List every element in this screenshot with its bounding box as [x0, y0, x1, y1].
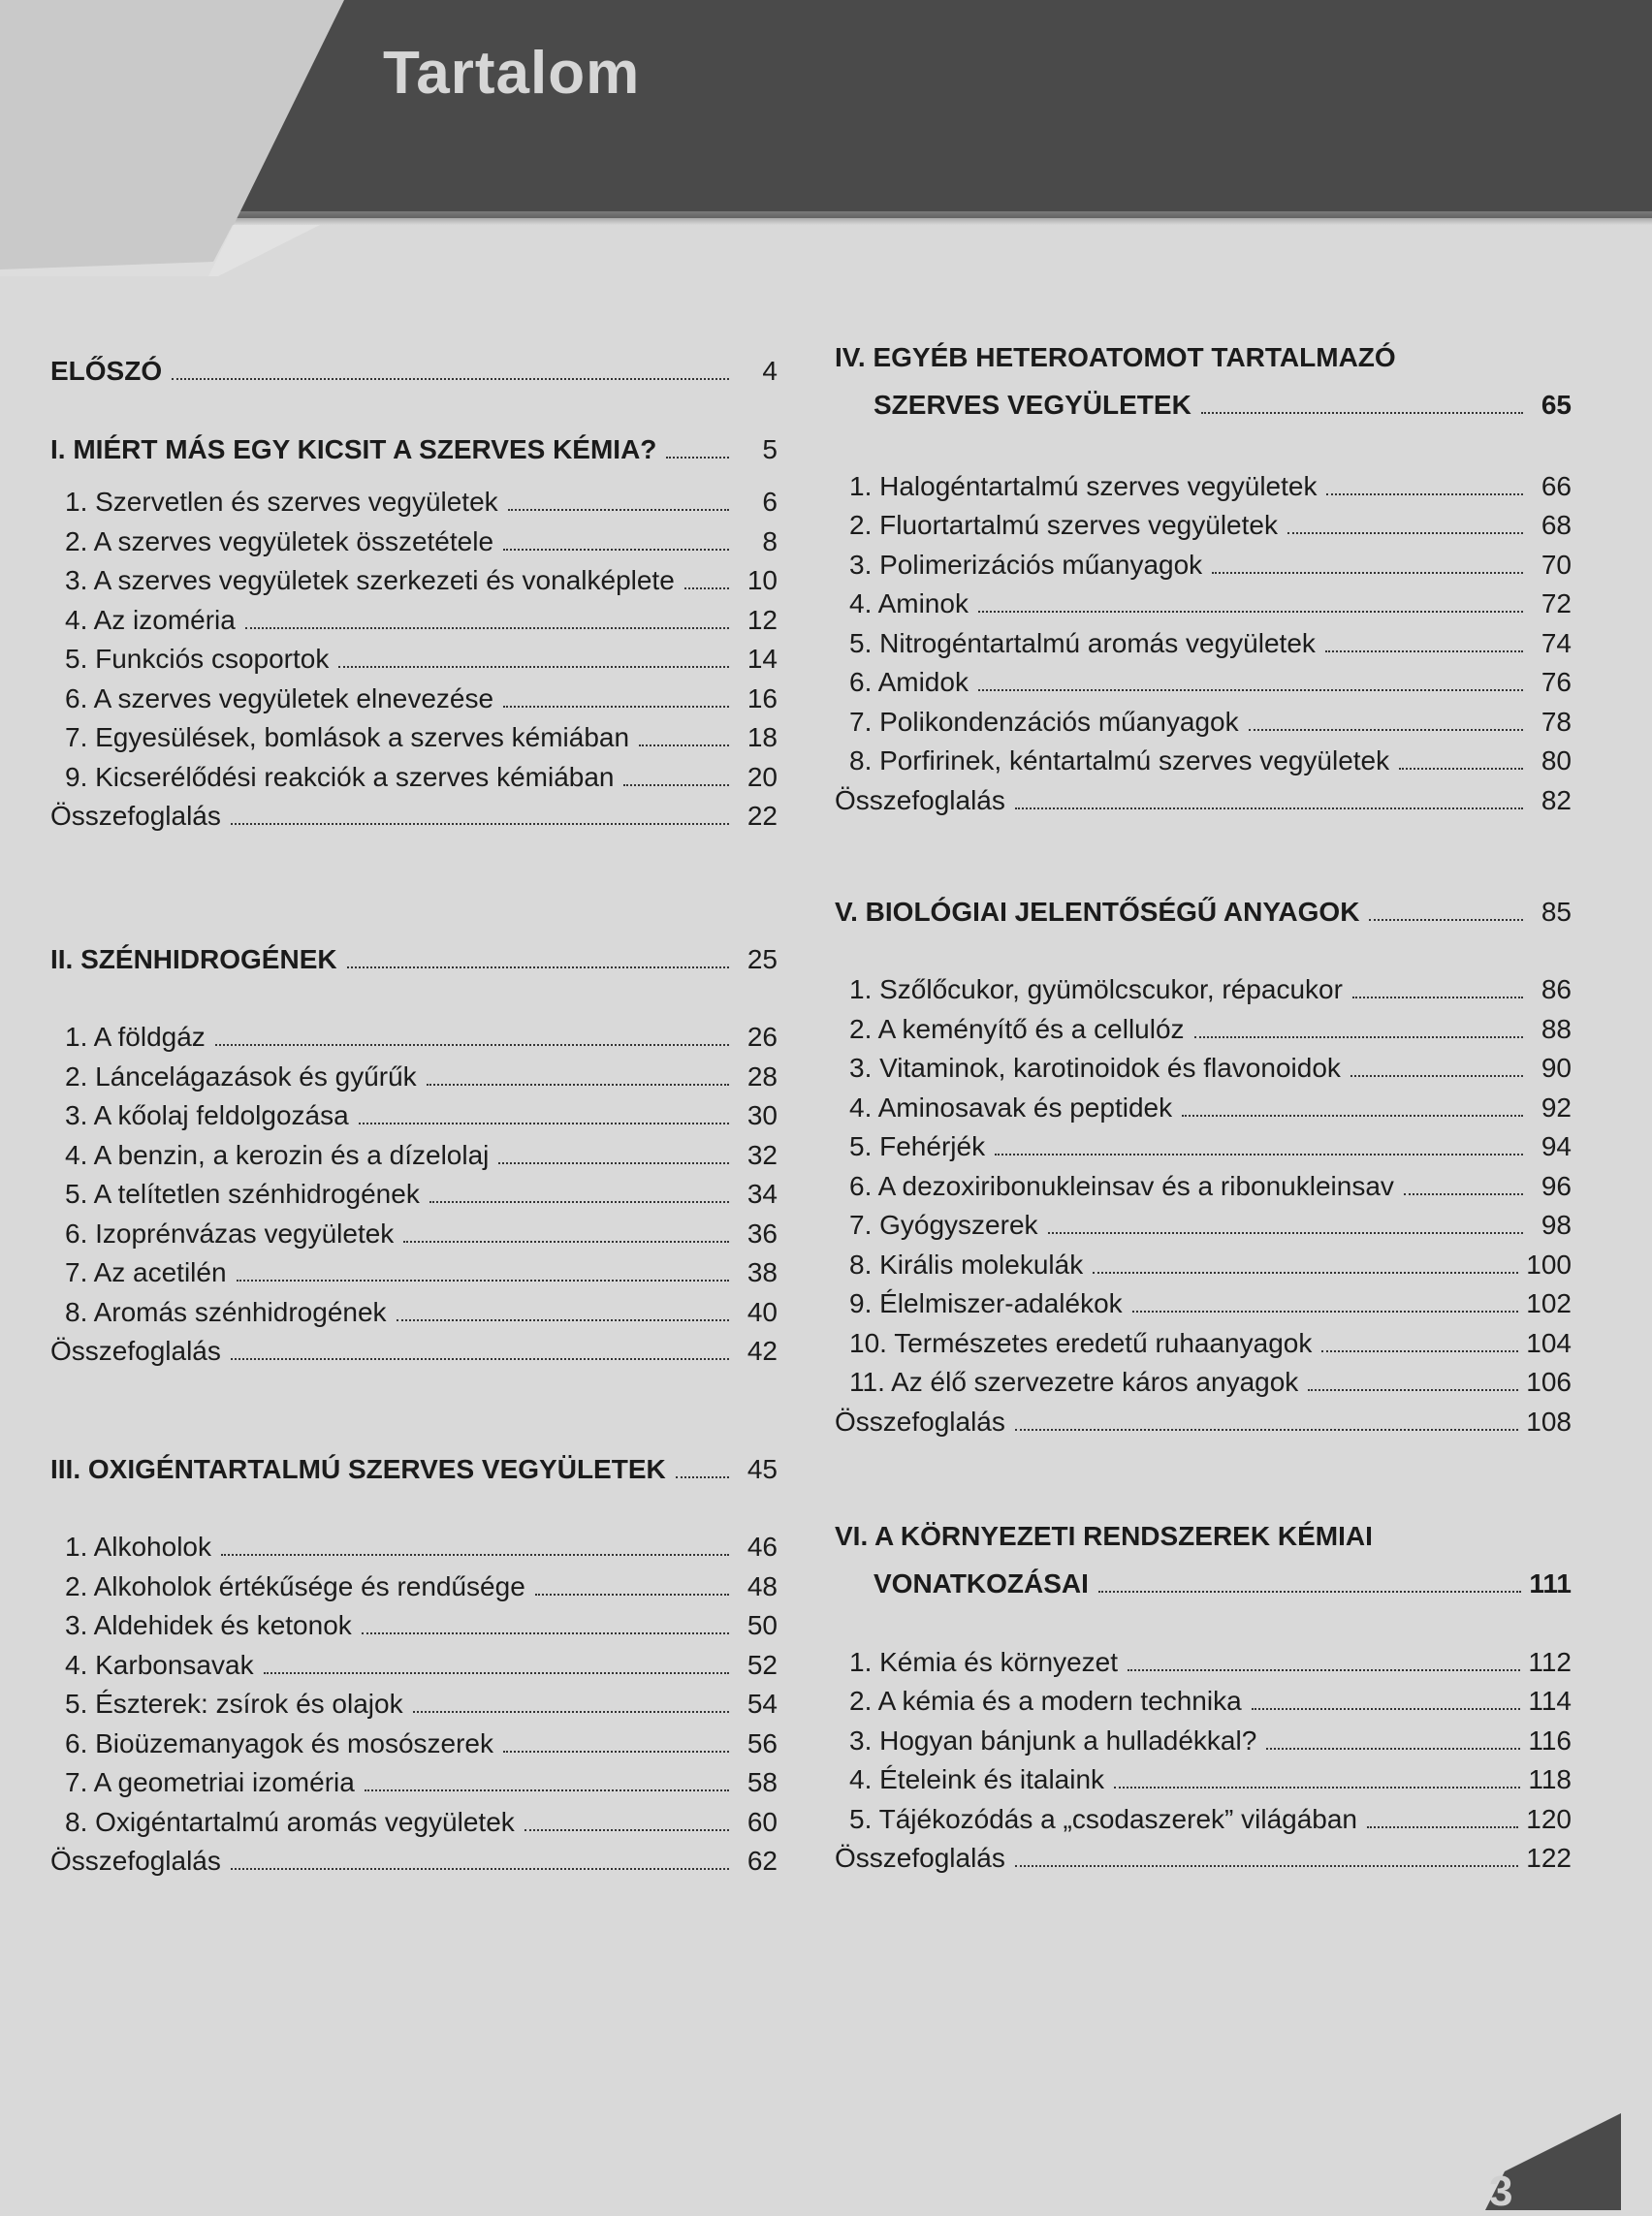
leader-dots [245, 627, 729, 629]
entry-label: 4. Ételeink és italaink [849, 1764, 1105, 1794]
leader-dots [1128, 1669, 1520, 1671]
toc-summary[interactable] [50, 1838, 778, 1878]
entry-label: 7. Gyógyszerek [849, 1210, 1038, 1240]
leader-dots [1114, 1787, 1520, 1789]
toc-section-1 [50, 426, 778, 832]
summary-page: 22 [747, 801, 778, 831]
section-page: 85 [1541, 896, 1572, 927]
toc-summary[interactable] [835, 1835, 1572, 1875]
leader-dots [1404, 1193, 1523, 1195]
entry-label: 1. Halogéntartalmú szerves vegyületek [849, 470, 1318, 501]
entry-page: 56 [747, 1727, 778, 1758]
section-label-line1: VI. A KÖRNYEZETI RENDSZEREK KÉMIAI [835, 1521, 1373, 1551]
entry-page: 114 [1528, 1686, 1572, 1716]
entry-page: 80 [1541, 745, 1572, 776]
leader-dots [508, 509, 729, 511]
summary-label: Összefoglalás [835, 1406, 1005, 1437]
entry-page: 26 [747, 1022, 778, 1052]
summary-label: Összefoglalás [50, 1336, 221, 1366]
entry-label: 6. A szerves vegyületek elnevezése [65, 682, 494, 713]
summary-page: 108 [1526, 1406, 1572, 1437]
entry-label: 1. Kémia és környezet [849, 1646, 1119, 1677]
leader-dots [676, 1476, 729, 1478]
entry-label: 7. Az acetilén [65, 1257, 227, 1287]
entry-page: 36 [747, 1218, 778, 1249]
toc-summary[interactable] [50, 1328, 778, 1368]
entry-page: 68 [1541, 510, 1572, 540]
entry-page: 14 [747, 644, 778, 674]
entry-page: 116 [1528, 1725, 1572, 1756]
toc-section-6-items [835, 1638, 1572, 1874]
toc-entry[interactable] [835, 1319, 1572, 1359]
toc-entry[interactable] [50, 479, 778, 519]
leader-dots [1308, 1389, 1518, 1391]
entry-label: 3. Polimerizációs műanyagok [849, 549, 1203, 580]
entry-label: 2. Láncelágazások és gyűrűk [65, 1061, 417, 1092]
toc-entry[interactable] [50, 1798, 778, 1838]
entry-label: 2. A keményítő és a cellulóz [849, 1013, 1185, 1044]
section-page: 5 [762, 433, 778, 464]
entry-label: 4. Aminok [849, 588, 969, 618]
entry-label: 3. Aldehidek és ketonok [65, 1610, 352, 1640]
toc-entry[interactable] [835, 659, 1572, 699]
entry-label: 3. Vitaminok, karotinoidok és flavonoidok [849, 1053, 1341, 1083]
summary-page: 122 [1526, 1843, 1572, 1873]
entry-label: 7. A geometriai izoméria [65, 1767, 355, 1797]
toc-entry[interactable] [50, 714, 778, 754]
entry-label: 2. A szerves vegyületek összetétele [65, 525, 494, 556]
leader-dots [237, 1280, 729, 1282]
entry-label: 6. Amidok [849, 667, 969, 697]
leader-dots [1194, 1036, 1523, 1038]
leader-dots [365, 1789, 729, 1791]
leader-dots [397, 1319, 729, 1321]
leader-dots [503, 549, 729, 551]
leader-dots [1048, 1232, 1523, 1234]
entry-page: 20 [747, 761, 778, 792]
summary-label: Összefoglalás [835, 784, 1005, 815]
leader-dots [231, 1868, 729, 1870]
toc-section-items [835, 1638, 1572, 1835]
entry-page: 50 [747, 1610, 778, 1640]
leader-dots [231, 823, 729, 825]
section-page: 65 [1541, 389, 1572, 420]
summary-page: 82 [1541, 784, 1572, 815]
toc-summary[interactable] [835, 776, 1572, 816]
toc-entry[interactable] [50, 1720, 778, 1759]
entry-label: 6. A dezoxiribonukleinsav és a ribonukleinsav [849, 1170, 1394, 1201]
leader-dots [498, 1162, 729, 1164]
entry-label: 4. Karbonsavak [65, 1649, 254, 1680]
entry-page: 94 [1541, 1131, 1572, 1161]
entry-label: 9. Élelmiszer-adalékok [849, 1288, 1123, 1318]
toc-entry[interactable] [50, 1563, 778, 1602]
entry-label: 1. Alkoholok [65, 1532, 211, 1562]
entry-label: 8. Aromás szénhidrogének [65, 1296, 387, 1327]
entry-page: 72 [1541, 588, 1572, 618]
section-label: I. MIÉRT MÁS EGY KICSIT A SZERVES KÉMIA? [50, 433, 657, 464]
leader-dots [978, 611, 1523, 613]
toc-entry[interactable] [835, 1005, 1572, 1045]
leader-dots [172, 378, 729, 380]
leader-dots [1212, 572, 1523, 574]
section-page: 111 [1529, 1567, 1572, 1599]
toc-section-6 [835, 1521, 1572, 1599]
entry-label: 5. Nitrogéntartalmú aromás vegyületek [849, 627, 1316, 658]
toc-entry[interactable] [50, 596, 778, 636]
leader-dots [429, 1201, 729, 1203]
summary-label: Összefoglalás [835, 1843, 1005, 1873]
toc-entry[interactable] [50, 1014, 778, 1054]
entry-label: 4. Aminosavak és peptidek [849, 1092, 1173, 1123]
toc-section-items [835, 966, 1572, 1399]
leader-dots [362, 1632, 729, 1634]
page-title: Tartalom [383, 40, 641, 107]
leader-dots [215, 1044, 729, 1046]
leader-dots [1399, 768, 1523, 770]
entry-page: 70 [1541, 549, 1572, 580]
entry-label: ELŐSZÓ [50, 355, 163, 386]
leader-dots [524, 1829, 729, 1831]
toc-section-heading[interactable] [835, 888, 1572, 928]
entry-label: 5. Fehérjék [849, 1131, 986, 1161]
entry-label: 1. Szervetlen és szerves vegyületek [65, 487, 498, 517]
toc-section-3 [50, 1445, 778, 1877]
toc-entry[interactable] [50, 1759, 778, 1799]
entry-page: 66 [1541, 470, 1572, 501]
toc-entry[interactable] [835, 541, 1572, 581]
leader-dots [978, 689, 1523, 691]
summary-page: 42 [747, 1336, 778, 1366]
entry-page: 54 [747, 1689, 778, 1719]
entry-page: 58 [747, 1767, 778, 1797]
entry-page: 28 [747, 1061, 778, 1092]
toc-section-items [50, 1524, 778, 1838]
entry-page: 98 [1541, 1210, 1572, 1240]
toc-entry[interactable] [50, 636, 778, 676]
entry-label: 2. Alkoholok értékűsége és rendűsége [65, 1570, 525, 1601]
leader-dots [684, 587, 729, 589]
leader-dots [1325, 650, 1523, 652]
toc-entry[interactable] [50, 1288, 778, 1328]
entry-page: 112 [1528, 1646, 1572, 1677]
entry-page: 12 [747, 604, 778, 635]
toc-section-heading[interactable] [50, 426, 778, 465]
toc-section-items [50, 479, 778, 793]
entry-page: 88 [1541, 1013, 1572, 1044]
toc-section-4 [835, 342, 1572, 421]
entry-page: 46 [747, 1532, 778, 1562]
entry-label: 11. Az élő szervezetre káros anyagok [849, 1367, 1299, 1397]
toc-entry[interactable] [50, 1131, 778, 1171]
entry-page: 92 [1541, 1092, 1572, 1123]
leader-dots [503, 706, 729, 708]
leader-dots [338, 666, 729, 668]
leader-dots [1369, 919, 1523, 921]
leader-dots [231, 1358, 729, 1360]
entry-page: 30 [747, 1100, 778, 1130]
leader-dots [427, 1084, 729, 1086]
entry-page: 52 [747, 1649, 778, 1680]
toc-entry[interactable] [835, 1281, 1572, 1320]
toc-entry[interactable] [50, 1524, 778, 1564]
toc-section-2 [50, 935, 778, 1367]
entry-page: 74 [1541, 627, 1572, 658]
entry-label: 9. Kicserélődési reakciók a szerves kémiában [65, 761, 615, 792]
entry-page: 40 [747, 1296, 778, 1327]
entry-label: 8. Porfirinek, kéntartalmú szerves vegyületek [849, 745, 1390, 776]
entry-label: 2. Fluortartalmú szerves vegyületek [849, 510, 1278, 540]
toc-section-heading[interactable] [50, 1445, 778, 1485]
entry-label: 8. Királis molekulák [849, 1249, 1084, 1280]
entry-label: 6. Izoprénvázas vegyületek [65, 1218, 395, 1249]
entry-label: 1. Szőlőcukor, gyümölcscukor, répacukor [849, 974, 1343, 1004]
leader-dots [1249, 729, 1523, 731]
section-label-line1: IV. EGYÉB HETEROATOMOT TARTALMAZÓ [835, 342, 1396, 372]
leader-dots [535, 1594, 729, 1596]
toc-entry[interactable] [835, 1124, 1572, 1163]
leader-dots [623, 784, 729, 786]
toc-entry[interactable] [835, 738, 1572, 777]
toc-entry[interactable] [835, 1757, 1572, 1796]
leader-dots [264, 1672, 729, 1674]
leader-dots [1287, 532, 1523, 534]
entry-page: 34 [747, 1179, 778, 1209]
entry-label: 1. A földgáz [65, 1022, 206, 1052]
entry-label: 5. A telítetlen szénhidrogének [65, 1179, 420, 1209]
leader-dots [1326, 493, 1523, 495]
toc-summary[interactable] [50, 793, 778, 833]
toc-entry[interactable] [50, 518, 778, 557]
toc-entry[interactable] [835, 966, 1572, 1006]
leader-dots [359, 1123, 729, 1124]
entry-page: 102 [1526, 1288, 1572, 1318]
toc-entry[interactable] [50, 1171, 778, 1211]
leader-dots [221, 1554, 729, 1556]
entry-page: 4 [762, 355, 778, 386]
leader-dots [1321, 1350, 1518, 1352]
entry-page: 76 [1541, 667, 1572, 697]
leader-dots [413, 1711, 729, 1713]
toc-section-4-items [835, 462, 1572, 816]
entry-page: 120 [1526, 1803, 1572, 1834]
entry-page: 100 [1526, 1249, 1572, 1280]
leader-dots [1350, 1075, 1523, 1077]
entry-label: 5. Észterek: zsírok és olajok [65, 1689, 403, 1719]
toc-entry[interactable] [50, 753, 778, 793]
entry-label: 5. Tájékozódás a „csodaszerek” világában [849, 1803, 1358, 1834]
entry-page: 60 [747, 1806, 778, 1837]
leader-dots [1132, 1311, 1519, 1313]
leader-dots [503, 1751, 729, 1753]
entry-label: 6. Bioüzemanyagok és mosószerek [65, 1727, 493, 1758]
toc-entry[interactable] [50, 1092, 778, 1132]
leader-dots [1098, 1591, 1521, 1593]
entry-page: 32 [747, 1139, 778, 1170]
section-label: III. OXIGÉNTARTALMÚ SZERVES VEGYÜLETEK [50, 1453, 666, 1484]
entry-page: 38 [747, 1257, 778, 1287]
leader-dots [1015, 807, 1523, 809]
toc-entry-preface[interactable] [50, 347, 778, 387]
entry-page: 18 [747, 722, 778, 752]
entry-page: 90 [1541, 1053, 1572, 1083]
toc-entry[interactable] [50, 1250, 778, 1289]
entry-page: 16 [747, 682, 778, 713]
leader-dots [995, 1154, 1523, 1155]
toc-entry[interactable] [50, 1602, 778, 1642]
toc-entry[interactable] [835, 698, 1572, 738]
toc-entry[interactable] [835, 1162, 1572, 1202]
leader-dots [1201, 412, 1523, 414]
entry-page: 118 [1528, 1764, 1572, 1794]
section-label: V. BIOLÓGIAI JELENTŐSÉGŰ ANYAGOK [835, 896, 1360, 927]
toc-entry[interactable] [50, 557, 778, 597]
section-label-line2: VONATKOZÁSAI [874, 1567, 1089, 1599]
toc-entry[interactable] [835, 1359, 1572, 1399]
toc-entry[interactable] [50, 1053, 778, 1092]
entry-label: 5. Funkciós csoportok [65, 644, 330, 674]
entry-label: 3. Hogyan bánjunk a hulladékkal? [849, 1725, 1257, 1756]
section-page: 45 [747, 1453, 778, 1484]
leader-dots [1015, 1865, 1518, 1867]
toc-entry[interactable] [50, 675, 778, 714]
toc-entry[interactable] [835, 1084, 1572, 1124]
toc-entry[interactable] [835, 1241, 1572, 1281]
leader-dots [1367, 1826, 1518, 1828]
entry-page: 10 [747, 565, 778, 595]
toc-section-heading[interactable] [835, 381, 1572, 421]
entry-page: 8 [762, 525, 778, 556]
summary-label: Összefoglalás [50, 801, 221, 831]
toc-preface [50, 347, 778, 387]
toc-section-items [50, 1014, 778, 1328]
header-shadow [0, 211, 1652, 225]
entry-page: 78 [1541, 706, 1572, 737]
entry-label: 8. Oxigéntartalmú aromás vegyületek [65, 1806, 515, 1837]
toc-entry[interactable] [835, 1678, 1572, 1718]
leader-dots [1015, 1429, 1518, 1431]
toc-entry[interactable] [835, 502, 1572, 542]
toc-entry[interactable] [50, 1681, 778, 1721]
leader-dots [1252, 1708, 1521, 1710]
section-page: 25 [747, 943, 778, 974]
summary-label: Összefoglalás [50, 1846, 221, 1876]
toc-entry[interactable] [835, 619, 1572, 659]
toc-entry[interactable] [835, 581, 1572, 620]
section-label: II. SZÉNHIDROGÉNEK [50, 943, 337, 974]
entry-page: 86 [1541, 974, 1572, 1004]
section-label-line2: SZERVES VEGYÜLETEK [874, 389, 1191, 420]
page-number: 3 [1489, 2168, 1513, 2215]
leader-dots [403, 1241, 729, 1243]
toc-section-5 [835, 888, 1572, 1438]
toc-entry[interactable] [50, 1210, 778, 1250]
toc-entry[interactable] [835, 1717, 1572, 1757]
leader-dots [347, 966, 729, 968]
leader-dots [639, 744, 729, 746]
entry-page: 6 [762, 487, 778, 517]
summary-page: 62 [747, 1846, 778, 1876]
entry-label: 4. Az izoméria [65, 604, 236, 635]
toc-section-heading[interactable] [50, 935, 778, 975]
toc-section-heading[interactable] [835, 1560, 1572, 1599]
toc-entry[interactable] [835, 1638, 1572, 1678]
toc-entry[interactable] [835, 1202, 1572, 1242]
entry-label: 3. A szerves vegyületek szerkezeti és vonalképlete [65, 565, 675, 595]
entry-label: 2. A kémia és a modern technika [849, 1686, 1242, 1716]
toc-entry[interactable] [50, 1641, 778, 1681]
leader-dots [1266, 1748, 1520, 1750]
entry-page: 104 [1526, 1327, 1572, 1358]
entry-label: 4. A benzin, a kerozin és a dízelolaj [65, 1139, 490, 1170]
entry-label: 10. Természetes eredetű ruhaanyagok [849, 1327, 1313, 1358]
toc-entry[interactable] [835, 1795, 1572, 1835]
toc-entry[interactable] [835, 462, 1572, 502]
entry-label: 7. Polikondenzációs műanyagok [849, 706, 1239, 737]
leader-dots [1182, 1115, 1523, 1117]
toc-section-items [835, 462, 1572, 776]
leader-dots [1352, 997, 1523, 998]
leader-dots [666, 457, 729, 459]
leader-dots [1093, 1272, 1518, 1274]
entry-label: 3. A kőolaj feldolgozása [65, 1100, 349, 1130]
toc-summary[interactable] [835, 1398, 1572, 1438]
entry-page: 106 [1526, 1367, 1572, 1397]
entry-page: 96 [1541, 1170, 1572, 1201]
entry-page: 48 [747, 1570, 778, 1601]
entry-label: 7. Egyesülések, bomlások a szerves kémiában [65, 722, 630, 752]
toc-entry[interactable] [835, 1045, 1572, 1085]
